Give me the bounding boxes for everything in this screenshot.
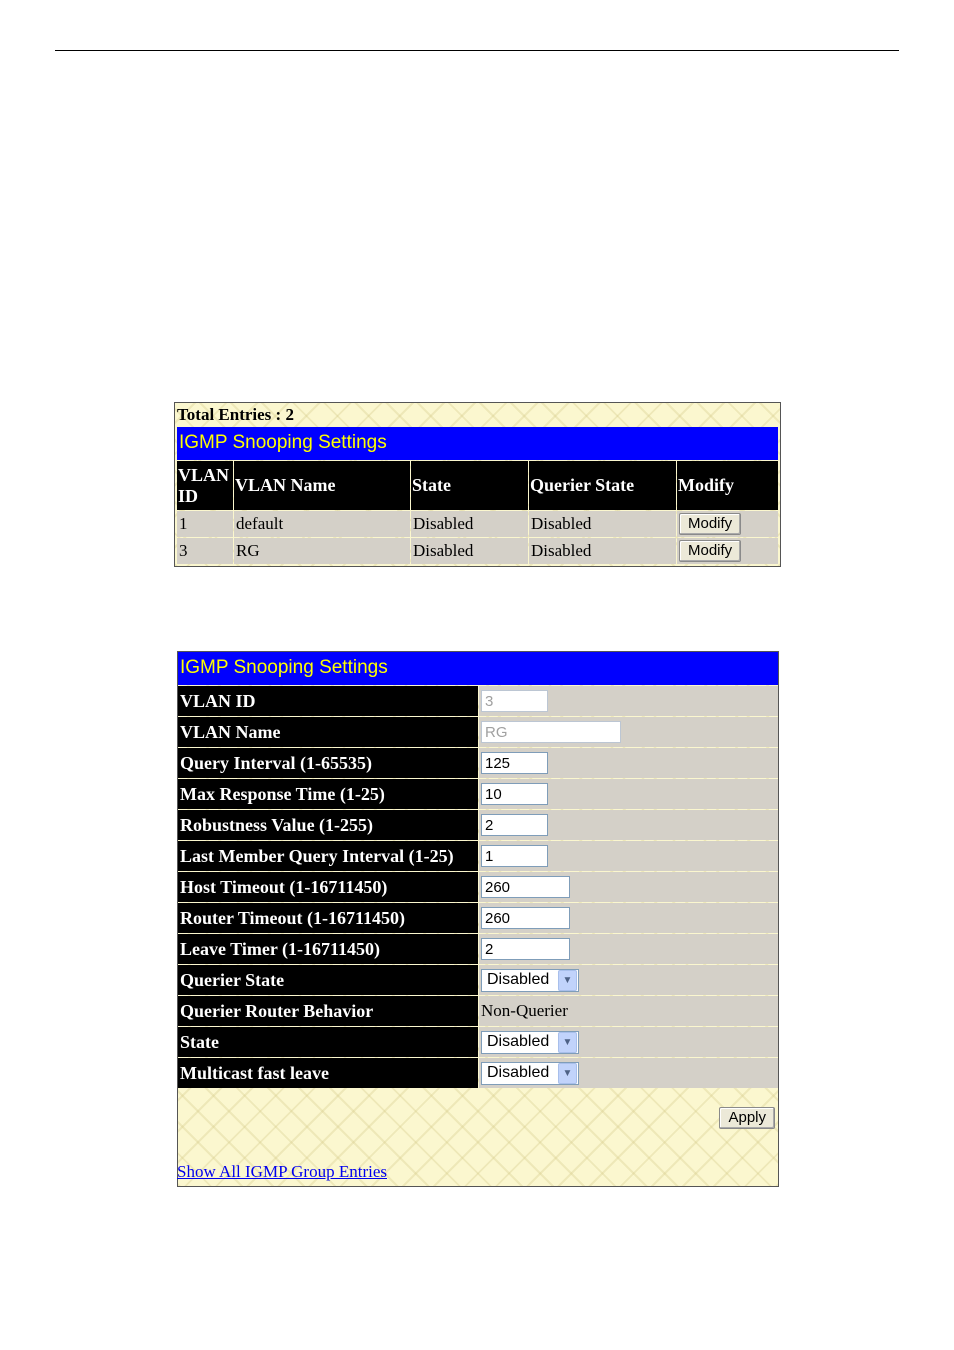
col-vlan-name: VLAN Name	[234, 461, 410, 510]
querier-state-label: Querier State	[178, 965, 478, 995]
cell-state: Disabled	[411, 511, 528, 537]
robustness-value-label: Robustness Value (1-255)	[178, 810, 478, 840]
cell-modify	[677, 511, 778, 537]
max-response-time-label: Max Response Time (1-25)	[178, 779, 478, 809]
list-title: IGMP Snooping Settings	[177, 427, 778, 460]
cell-modify	[677, 538, 778, 564]
table-row	[177, 538, 778, 564]
form-row	[178, 996, 778, 1026]
form-row	[178, 717, 778, 747]
robustness-value-input[interactable]	[481, 814, 548, 836]
query-interval-label: Query Interval (1-65535)	[178, 748, 478, 778]
leave-timer-input[interactable]	[481, 938, 570, 960]
multicast-fast-leave-value: Disabled	[487, 1064, 550, 1081]
cell-vlan-id: 3	[177, 538, 233, 564]
form-row	[178, 779, 778, 809]
igmp-list-panel	[174, 402, 781, 567]
cell-state: Disabled	[411, 538, 528, 564]
last-member-query-interval-input[interactable]	[481, 845, 548, 867]
host-timeout-input[interactable]	[481, 876, 570, 898]
form-row	[178, 965, 778, 995]
cell-vlan-id: 1	[177, 511, 233, 537]
vlan-id-label: VLAN ID	[178, 686, 478, 716]
edit-title: IGMP Snooping Settings	[178, 652, 778, 685]
querier-router-behavior-value: Non-Querier	[479, 996, 778, 1026]
col-modify: Modify	[677, 461, 778, 510]
table-header-row	[177, 461, 778, 510]
form-row	[178, 1058, 778, 1088]
cell-vlan-name: RG	[234, 538, 410, 564]
modify-button-vlan-3[interactable]: Modify	[679, 540, 741, 562]
show-all-igmp-group-entries-link[interactable]: Show All IGMP Group Entries	[177, 1162, 387, 1181]
apply-button[interactable]: Apply	[719, 1107, 775, 1129]
query-interval-input[interactable]	[481, 752, 548, 774]
total-entries: Total Entries : 2	[177, 405, 294, 424]
querier-router-behavior-label: Querier Router Behavior	[178, 996, 478, 1026]
state-select[interactable]	[481, 1031, 579, 1054]
igmp-edit-table	[177, 685, 779, 1089]
igmp-edit-panel	[177, 651, 779, 1187]
form-row	[178, 841, 778, 871]
leave-timer-label: Leave Timer (1-16711450)	[178, 934, 478, 964]
modify-button-vlan-1[interactable]: Modify	[679, 513, 741, 535]
last-member-query-interval-label: Last Member Query Interval (1-25)	[178, 841, 478, 871]
vlan-name-label: VLAN Name	[178, 717, 478, 747]
querier-state-value: Disabled	[487, 971, 550, 988]
chevron-down-icon[interactable]: ▼	[558, 970, 577, 991]
router-timeout-label: Router Timeout (1-16711450)	[178, 903, 478, 933]
router-timeout-input[interactable]	[481, 907, 570, 929]
col-vlan-id: VLAN ID	[177, 461, 233, 510]
chevron-down-icon[interactable]: ▼	[558, 1032, 577, 1053]
cell-querier-state: Disabled	[529, 538, 676, 564]
form-row	[178, 748, 778, 778]
host-timeout-label: Host Timeout (1-16711450)	[178, 872, 478, 902]
form-row	[178, 686, 778, 716]
state-value: Disabled	[487, 1033, 550, 1050]
state-label: State	[178, 1027, 478, 1057]
col-state: State	[411, 461, 528, 510]
form-row	[178, 810, 778, 840]
table-row	[177, 511, 778, 537]
vlan-id-input	[481, 690, 548, 712]
igmp-list-table	[176, 460, 779, 565]
form-row	[178, 872, 778, 902]
cell-vlan-name: default	[234, 511, 410, 537]
max-response-time-input[interactable]	[481, 783, 548, 805]
form-row	[178, 1027, 778, 1057]
vlan-name-input	[481, 721, 621, 743]
page-top-rule	[55, 50, 899, 51]
multicast-fast-leave-label: Multicast fast leave	[178, 1058, 478, 1088]
form-row	[178, 903, 778, 933]
col-querier-state: Querier State	[529, 461, 676, 510]
multicast-fast-leave-select[interactable]	[481, 1062, 579, 1085]
form-row	[178, 934, 778, 964]
chevron-down-icon[interactable]: ▼	[558, 1063, 577, 1084]
querier-state-select[interactable]	[481, 969, 579, 992]
cell-querier-state: Disabled	[529, 511, 676, 537]
